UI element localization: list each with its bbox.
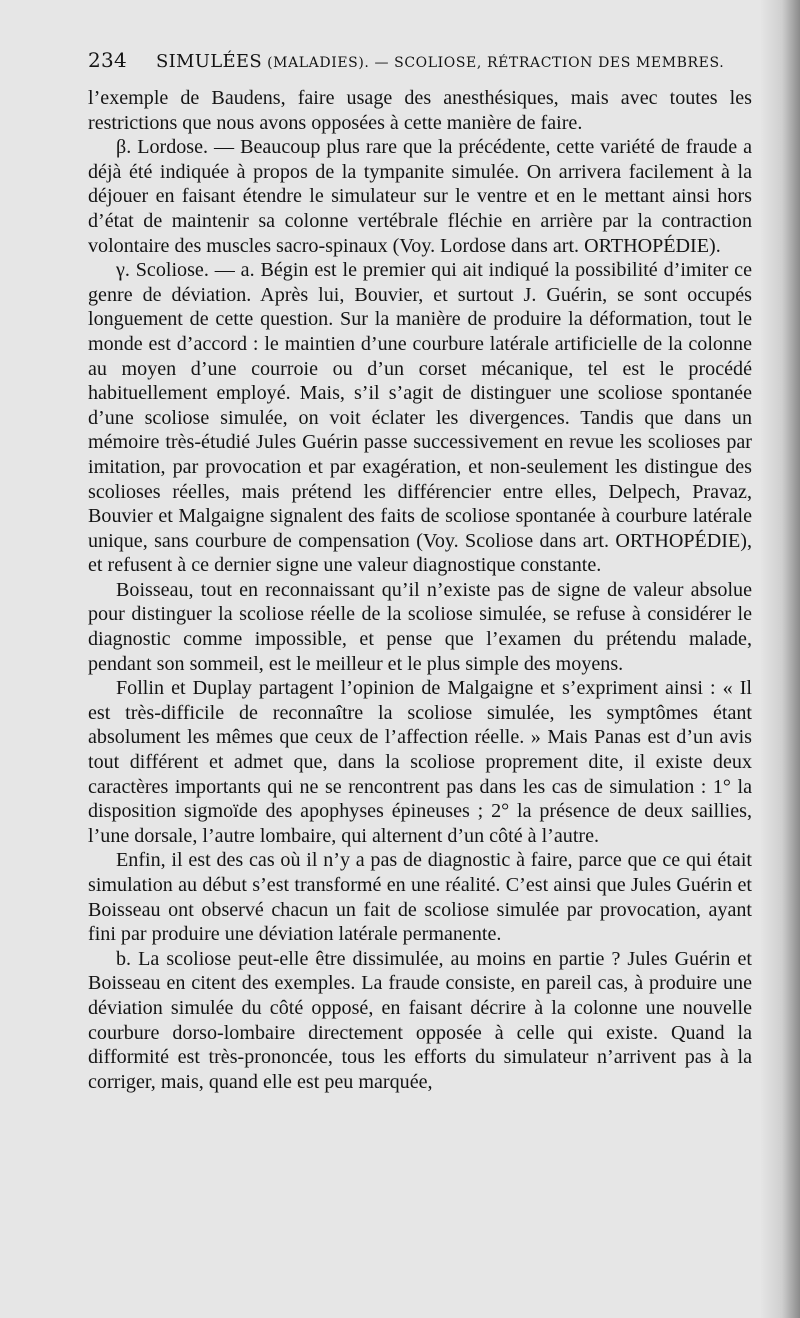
running-subtitle: (MALADIES). — SCOLIOSE, RÉTRACTION DES MEMBRES. (267, 55, 725, 71)
paragraph-boisseau: Boisseau, tout en reconnaissant qu’il n’existe pas de signe de valeur absolue pour distinguer la scoliose réelle de la scoliose simulée, se refuse à considérer le diagnostic comme impossible, et pense que l’examen du prétendu malade, pendant son sommeil, est le meilleur et le plus simple des moyens. (88, 578, 752, 675)
page-edge-shadow (760, 0, 800, 1318)
paragraph-lordose: β. Lordose. — Beaucoup plus rare que la précédente, cette variété de fraude a déjà été indiquée à propos de la tympanite simulée. On arrivera facilement à la déjouer en faisant étendre le simulateur sur le ventre et en le mettant ainsi hors d’état de maintenir sa colonne vertébrale fléchie en arrière par la contraction volontaire des muscles sacro-spinaux (Voy. Lordose dans art. ORTHOPÉDIE). (88, 136, 752, 257)
paragraph-enfin: Enfin, il est des cas où il n’y a pas de diagnostic à faire, parce que ce qui était simulation au début s’est transformé en une réalité. C’est ainsi que Jules Guérin et Boisseau ont observé chacun un fait de scoliose simulée par provocation, ayant fini par produire une déviation latérale permanente. (88, 849, 752, 946)
paragraph-continuation: l’exemple de Baudens, faire usage des anesthésiques, mais avec toutes les restrictions que nous avons opposées à cette manière de faire. (88, 87, 752, 134)
paragraph-scoliose: γ. Scoliose. — a. Bégin est le premier qui ait indiqué la possibilité d’imiter ce genre de déviation. Après lui, Bouvier, et surtout J. Guérin, se sont occupés longuement de cette question. Sur la manière de produire la déformation, tout le monde est d’accord : le maintien d’une courbure latérale artificielle de la colonne au moyen d’une courroie ou d’un corset mécanique, tel est le procédé habituellement employé. Mais, s’il s’agit de distinguer une scoliose spontanée d’une scoliose simulée, on voit éclater les divergences. Tandis que dans un mémoire très-étudié Jules Guérin passe successivement en revue les scolioses par imitation, par provocation et par exagération, et non-seulement les distingue des scolioses réelles, mais prétend les différencier entre elles, Delpech, Pravaz, Bouvier et Malgaigne signalent des faits de scoliose spontanée à courbure latérale unique, sans courbure de compensation (Voy. Scoliose dans art. ORTHOPÉDIE), et refusent à ce dernier signe une valeur diagnostique constante. (88, 259, 752, 577)
book-page (88, 48, 752, 1094)
body-text (88, 86, 752, 1094)
paragraph-follin-duplay: Follin et Duplay partagent l’opinion de Malgaigne et s’expriment ainsi : « Il est très-difficile de reconnaître la scoliose simulée, les symptômes étant absolument les mêmes que ceux de l’affection réelle. » Mais Panas est d’un avis tout différent et admet que, dans la scoliose proprement dite, il existe deux caractères importants qui ne se rencontrent pas dans les cas de simulation : 1° la disposition sigmoïde des apophyses épineuses ; 2° la présence de deux saillies, l’une dorsale, l’autre lombaire, qui alternent d’un côté à l’autre. (88, 677, 752, 847)
paragraph-dissimulee: b. La scoliose peut-elle être dissimulée, au moins en partie ? Jules Guérin et Boisseau en citent des exemples. La fraude consiste, en pareil cas, à produire une déviation simulée du côté opposé, en faisant décrire à la colonne une nouvelle courbure dorso-lombaire directement opposée à celle qui existe. Quand la difformité est très-prononcée, tous les efforts du simulateur n’arrivent pas à la corriger, mais, quand elle est peu marquée, (88, 947, 752, 1093)
running-title: SIMULÉES (156, 51, 263, 72)
page-number: 234 (88, 48, 128, 72)
running-header (88, 48, 752, 86)
